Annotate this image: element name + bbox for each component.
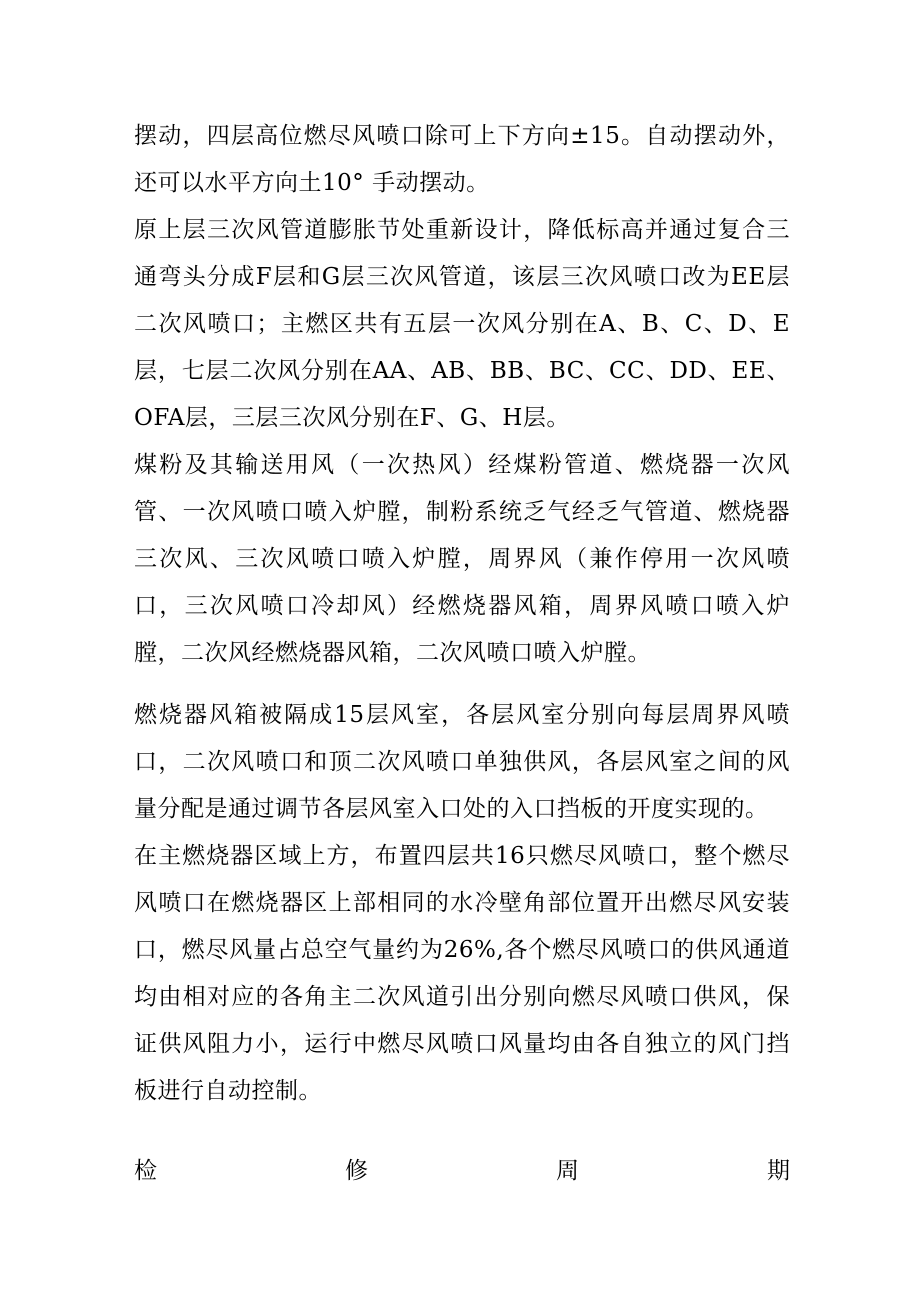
heading-char-4: 期: [767, 1158, 790, 1184]
paragraph-overfire-air: 在主燃烧器区域上方，布置四层共16只燃尽风喷口，整个燃尽风喷口在燃烧器区上部相同的水冷壁角部位置开出燃尽风安装口，燃尽风量占总空气量约为26%,各个燃尽风喷口的供风通道均由相对应的各角主二次风道引出分别向燃尽风喷口供风，保证供风阻力小，运行中燃尽风喷口风量均由各自独立的风门挡板进行自动控制。: [134, 843, 790, 1104]
paragraph-windbox: 燃烧器风箱被隔成15层风室，各层风室分别向每层周界风喷口，二次风喷口和顶二次风喷口单独供风，各层风室之间的风量分配是通过调节各层风室入口处的入口挡板的开度实现的。: [134, 702, 790, 822]
paragraph-burner-swing: 摆动，四层高位燃尽风喷口除可上下方向±15。自动摆动外，还可以水平方向土10° 手动摆动。: [134, 123, 790, 196]
heading-char-1: 检: [134, 1158, 157, 1184]
section-heading-maintenance-cycle: [134, 1148, 790, 1195]
paragraph-air-flow-path: 煤粉及其输送用风（一次热风）经煤粉管道、燃烧器一次风管、一次风喷口喷入炉膛，制粉系统乏气经乏气管道、燃烧器三次风、三次风喷口喷入炉膛，周界风（兼作停用一次风喷口，三次风喷口冷却风）经燃烧器风箱，周界风喷口喷入炉膛，二次风经燃烧器风箱，二次风喷口喷入炉膛。: [134, 452, 790, 666]
heading-char-2: 修: [345, 1158, 368, 1184]
heading-char-3: 周: [556, 1158, 579, 1184]
paragraph-tertiary-air-redesign: 原上层三次风管道膨胀节处重新设计，降低标高并通过复合三通弯头分成F层和G层三次风管道，该层三次风喷口改为EE层二次风喷口；主燃区共有五层一次风分别在A、B、C、D、E层，七层二次风分别在AA、AB、BB、BC、CC、DD、EE、OFA层，三层三次风分别在F、G、H层。: [134, 217, 790, 431]
